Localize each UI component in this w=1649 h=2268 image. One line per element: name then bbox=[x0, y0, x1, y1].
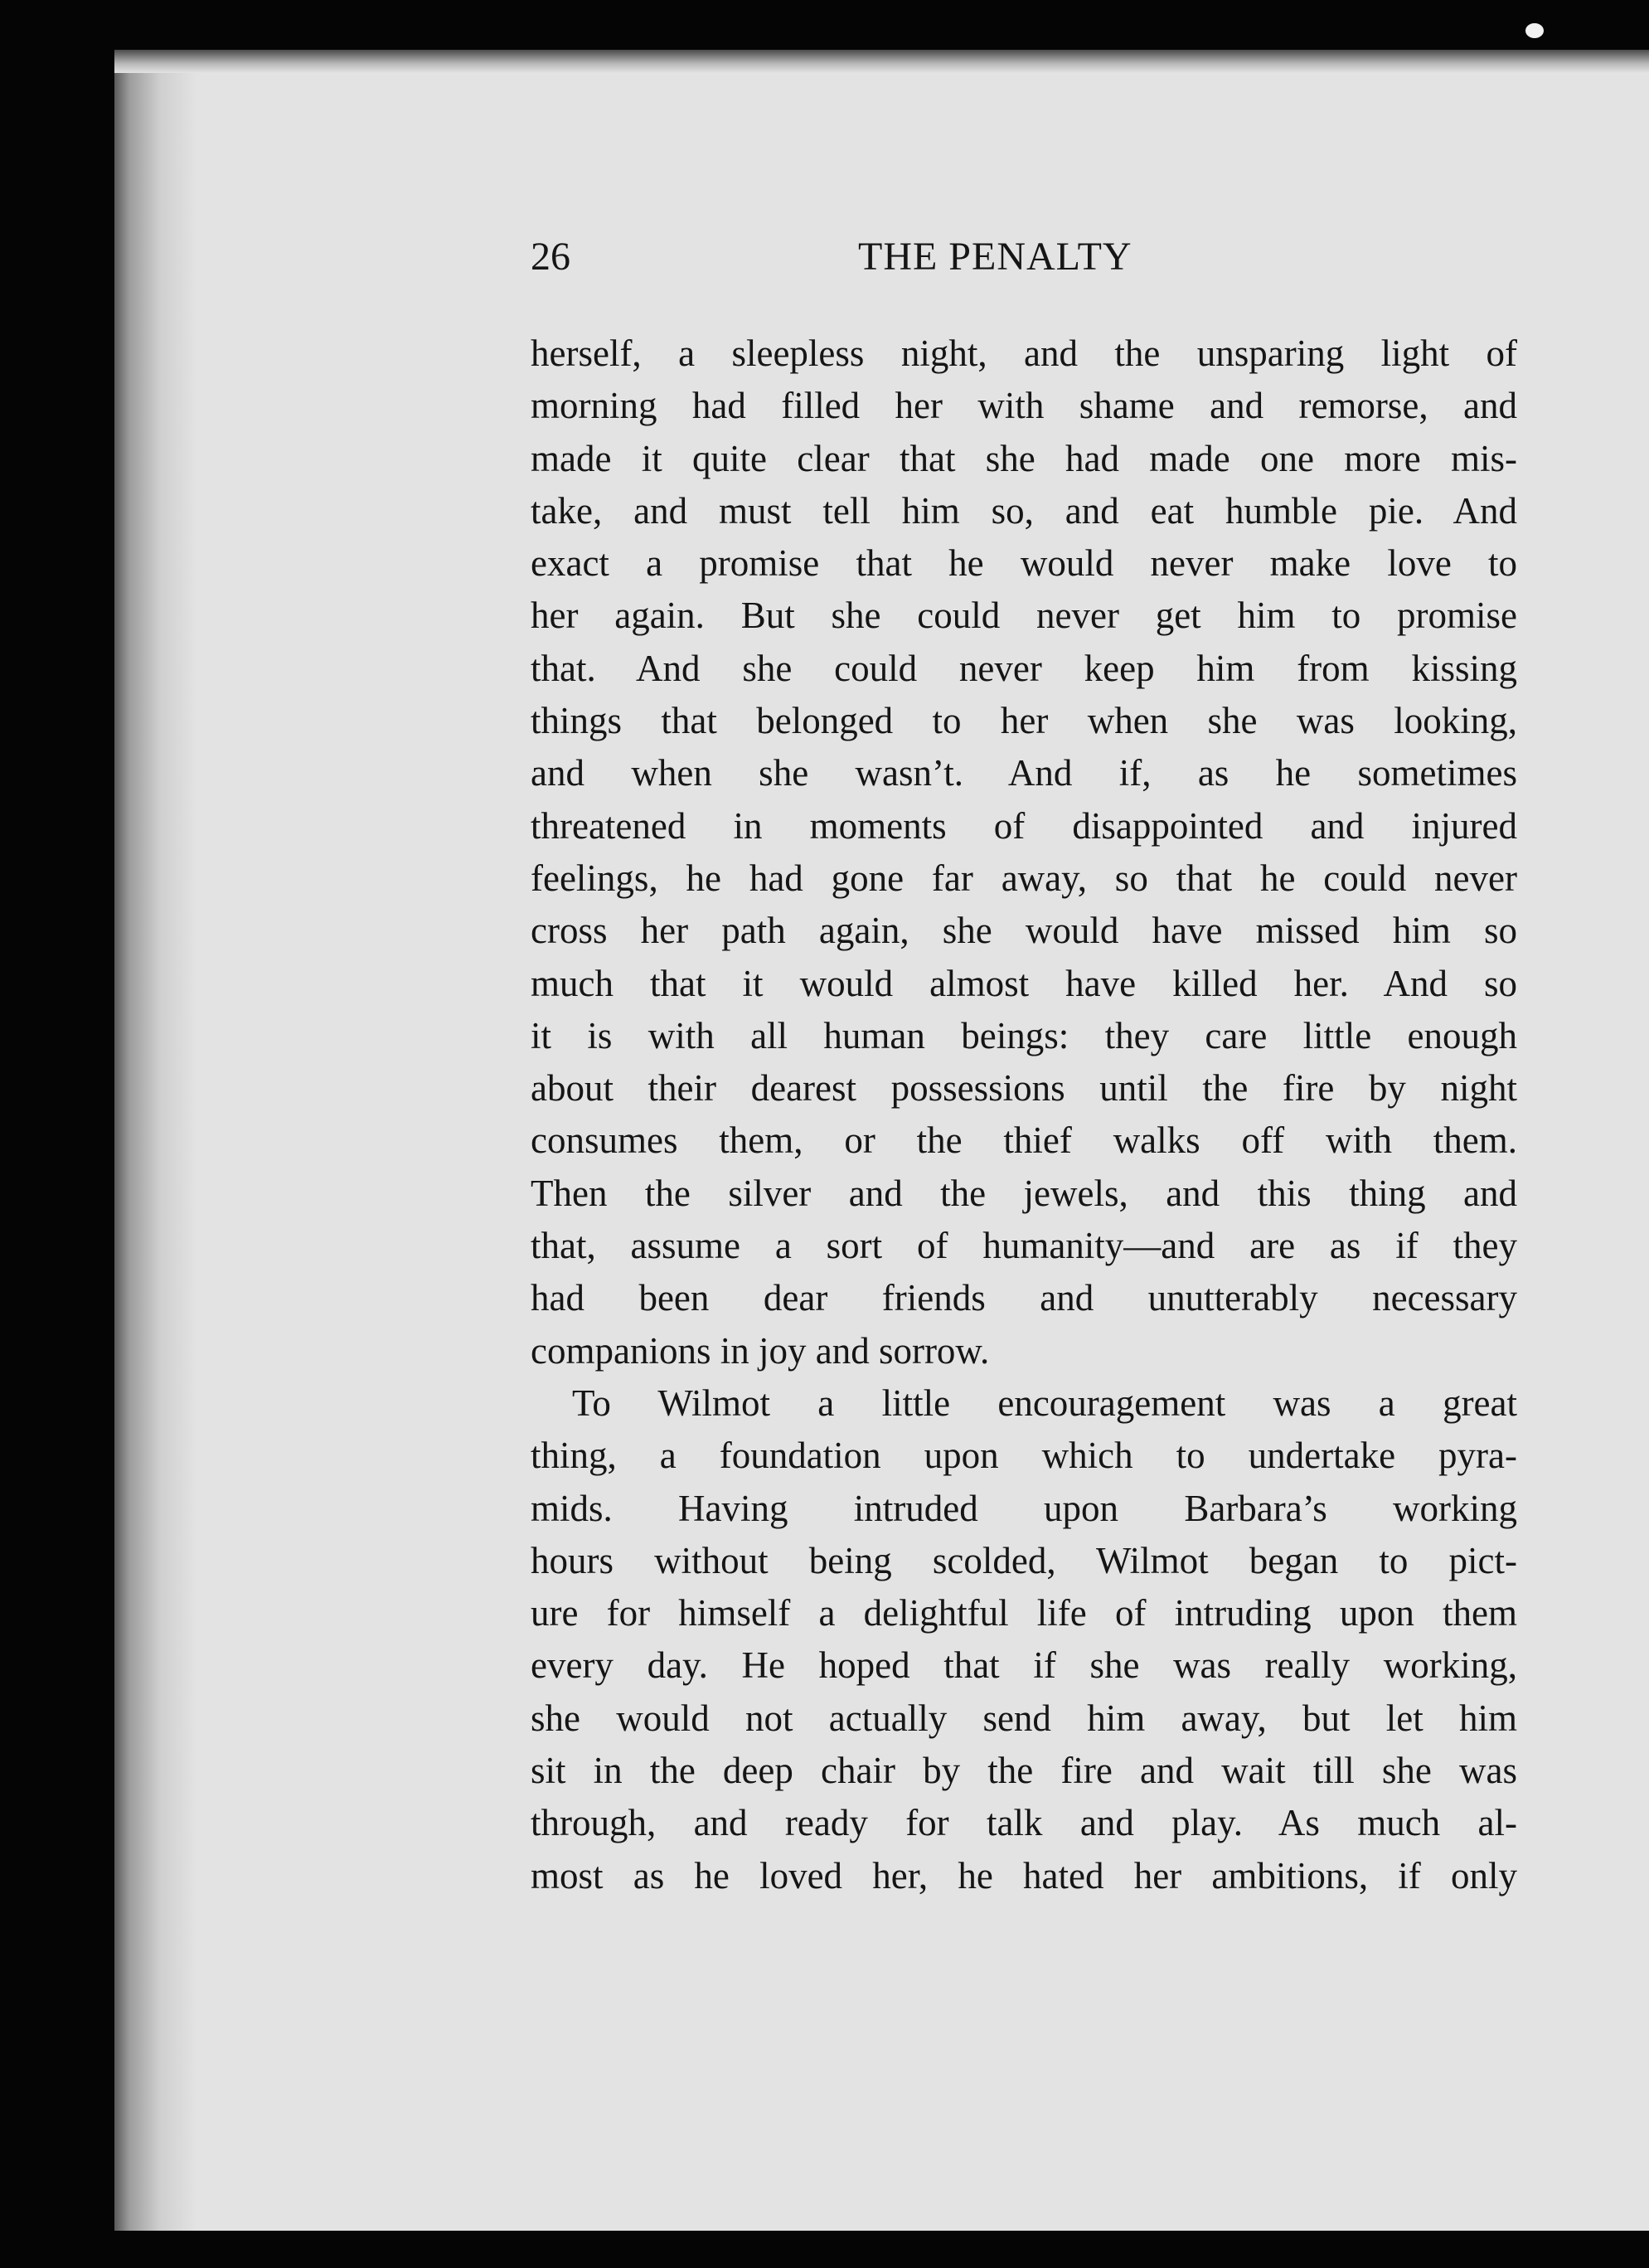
text-line: exact a promise that he would never make love to bbox=[531, 542, 1517, 585]
text-line: cross her path again, she would have missed him so bbox=[531, 910, 1517, 952]
body-text bbox=[531, 328, 1517, 1902]
text-line: consumes them, or the thief walks off with them. bbox=[531, 1119, 1517, 1162]
text-line: herself, a sleepless night, and the unsparing light of bbox=[531, 333, 1517, 374]
text-line: things that belonged to her when she was looking, bbox=[531, 700, 1517, 742]
text-line: that, assume a sort of humanity—and are as if they bbox=[531, 1225, 1517, 1267]
text-line: companions in joy and sorrow. bbox=[531, 1329, 990, 1372]
text-line: and when she wasn’t. And if, as he sometimes bbox=[531, 752, 1517, 794]
text-line: morning had filled her with shame and remorse, and bbox=[531, 385, 1517, 427]
text-line: feelings, he had gone far away, so that he could never bbox=[531, 857, 1517, 899]
text-line: sit in the deep chair by the fire and wait till she was bbox=[531, 1750, 1517, 1792]
text-line: that. And she could never keep him from kissing bbox=[531, 647, 1517, 689]
text-line: ure for himself a delightful life of intruding upon them bbox=[531, 1592, 1517, 1634]
text-line: she would not actually send him away, but let him bbox=[531, 1697, 1517, 1739]
text-line: Then the silver and the jewels, and this thing and bbox=[531, 1172, 1517, 1214]
text-line: much that it would almost have killed her. And so bbox=[531, 962, 1517, 1004]
text-line: made it quite clear that she had made one more mis- bbox=[531, 437, 1517, 479]
text-line: mids. Having intruded upon Barbara’s working bbox=[531, 1487, 1517, 1529]
text-line: through, and ready for talk and play. As much al- bbox=[531, 1802, 1517, 1844]
paragraph-1 bbox=[531, 328, 1517, 1377]
text-line: hours without being scolded, Wilmot began to pict- bbox=[531, 1539, 1517, 1581]
text-line: every day. He hoped that if she was really working, bbox=[531, 1644, 1517, 1687]
text-line: had been dear friends and unutterably necessary bbox=[531, 1277, 1517, 1319]
page-left-edge bbox=[114, 50, 197, 2231]
text-line: threatened in moments of disappointed and injured bbox=[531, 804, 1517, 847]
text-line: most as he loved her, he hated her ambitions, if only bbox=[531, 1854, 1517, 1896]
text-line: her again. But she could never get him to promise bbox=[531, 595, 1517, 637]
text-line: To Wilmot a little encouragement was a great bbox=[572, 1382, 1517, 1424]
dust-speck bbox=[1525, 23, 1544, 38]
text-line: thing, a foundation upon which to undertake pyra- bbox=[531, 1435, 1517, 1477]
page-top-edge bbox=[114, 50, 1649, 73]
text-line: it is with all human beings: they care little enough bbox=[531, 1014, 1517, 1056]
running-head bbox=[531, 234, 1517, 292]
text-line: about their dearest possessions until the fire by night bbox=[531, 1067, 1517, 1110]
text-line: take, and must tell him so, and eat humble pie. And bbox=[531, 489, 1517, 532]
paragraph-2 bbox=[531, 1377, 1517, 1902]
page-number: 26 bbox=[531, 235, 570, 279]
page-header-title: THE PENALTY bbox=[858, 235, 1132, 279]
